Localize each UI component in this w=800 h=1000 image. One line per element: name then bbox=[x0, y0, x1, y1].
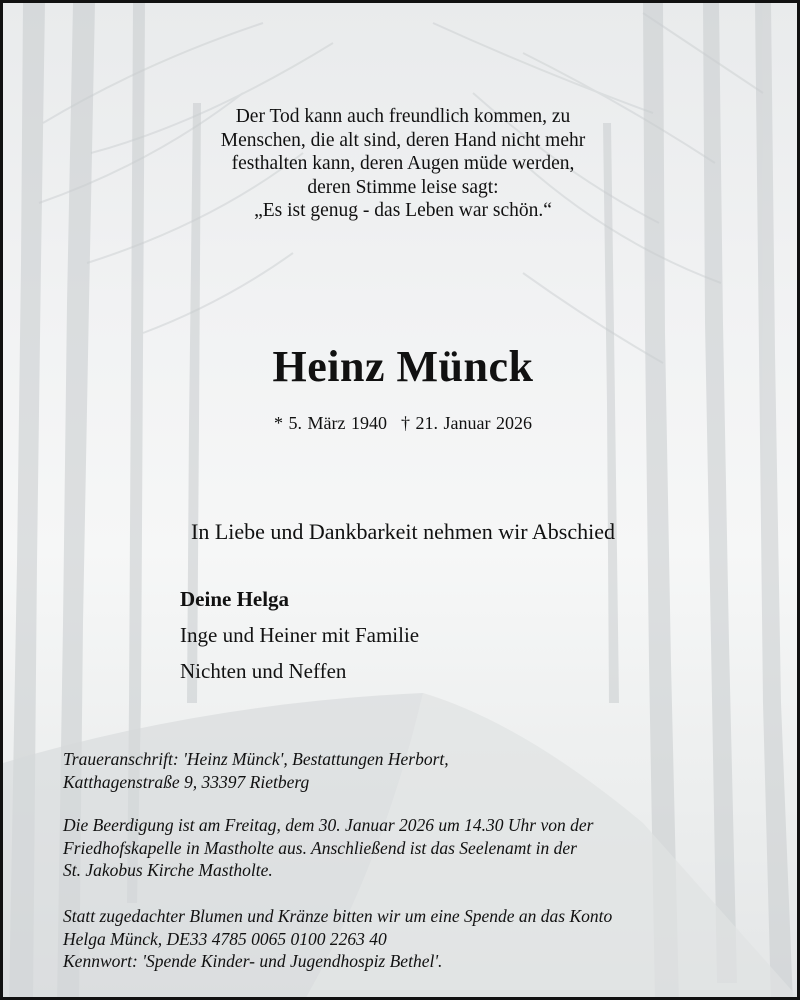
mourner: Inge und Heiner mit Familie bbox=[180, 623, 420, 647]
poem-line: Menschen, die alt sind, deren Hand nicht mehr bbox=[220, 129, 586, 151]
life-dates bbox=[3, 413, 800, 434]
funeral-line: St. Jakobus Kirche Mastholte. bbox=[63, 860, 273, 880]
donation-line: Statt zugedachter Blumen und Kränze bitten wir um eine Spende an das Konto bbox=[63, 906, 613, 926]
poem-line: „Es ist genug - das Leben war schön.“ bbox=[254, 200, 552, 221]
poem-line: deren Stimme leise sagt: bbox=[307, 176, 499, 198]
donation-line: Helga Münck, DE33 4785 0065 0100 2263 40 bbox=[63, 928, 387, 949]
mourners-list bbox=[180, 585, 419, 693]
obituary-content bbox=[3, 3, 800, 1000]
poem bbox=[103, 105, 703, 223]
mourner-primary: Deine Helga bbox=[180, 587, 290, 611]
mourning-address bbox=[63, 748, 763, 793]
poem-line: festhalten kann, deren Augen müde werden, bbox=[231, 153, 575, 174]
funeral-line: Friedhofskapelle in Mastholte aus. Anschließend ist das Seelenamt in der bbox=[63, 837, 577, 858]
funeral-details bbox=[63, 814, 763, 882]
donation-request bbox=[63, 905, 763, 973]
mourner: Nichten und Neffen bbox=[180, 659, 347, 683]
address-line: Katthagenstraße 9, 33397 Rietberg bbox=[63, 771, 310, 792]
birth-date: * 5. März 1940 bbox=[274, 413, 387, 433]
death-date: † 21. Januar 2026 bbox=[401, 413, 532, 433]
deceased-name: Heinz Münck bbox=[272, 342, 534, 391]
funeral-line: Die Beerdigung ist am Freitag, dem 30. Januar 2026 um 14.30 Uhr von der bbox=[63, 815, 594, 835]
farewell-line: In Liebe und Dankbarkeit nehmen wir Abschied bbox=[191, 519, 615, 544]
donation-line: Kennwort: 'Spende Kinder- und Jugendhospiz Bethel'. bbox=[63, 951, 443, 971]
address-line: Traueranschrift: 'Heinz Münck', Bestattungen Herbort, bbox=[63, 749, 449, 769]
poem-line: Der Tod kann auch freundlich kommen, zu bbox=[235, 106, 571, 127]
